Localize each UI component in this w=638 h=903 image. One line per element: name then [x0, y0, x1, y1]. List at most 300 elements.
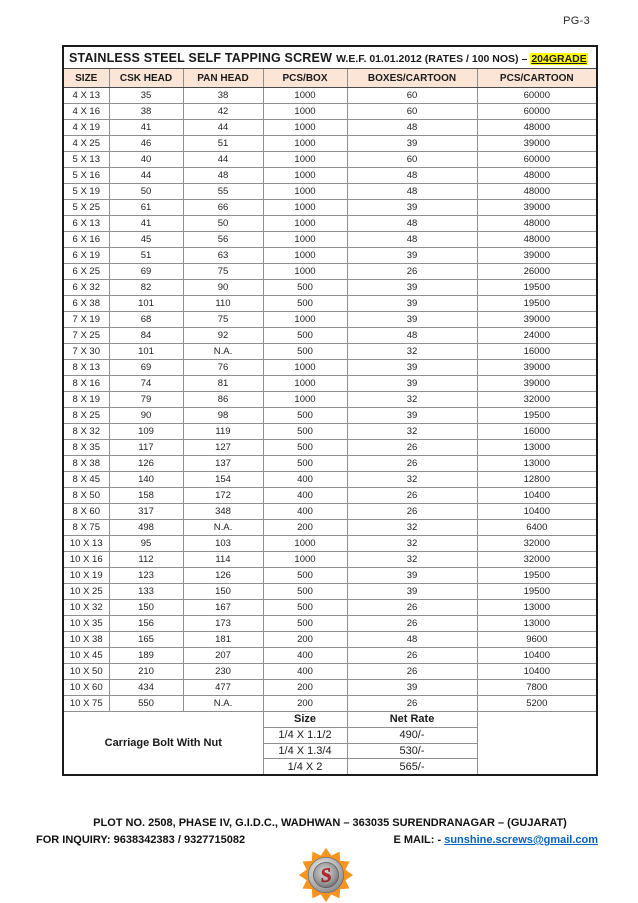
table-row	[63, 392, 597, 408]
table-cell: 8 X 16	[63, 376, 109, 392]
table-row	[63, 696, 597, 712]
table-cell: 123	[109, 568, 183, 584]
table-cell: 40	[109, 152, 183, 168]
table-row	[63, 136, 597, 152]
table-cell: 1000	[263, 552, 347, 568]
table-cell: 75	[183, 264, 263, 280]
table-cell: 63	[183, 248, 263, 264]
table-cell: 10 X 38	[63, 632, 109, 648]
table-cell: 19500	[477, 584, 597, 600]
table-cell: 56	[183, 232, 263, 248]
table-cell: 48000	[477, 216, 597, 232]
table-cell: 48	[347, 328, 477, 344]
email-link[interactable]: sunshine.screws@gmail.com	[444, 834, 598, 846]
table-cell: 1000	[263, 168, 347, 184]
col-header-pan-head: PAN HEAD	[183, 69, 263, 88]
table-cell: 200	[263, 680, 347, 696]
table-cell: 95	[109, 536, 183, 552]
table-cell: 26	[347, 440, 477, 456]
table-cell: 500	[263, 568, 347, 584]
table-cell: 90	[109, 408, 183, 424]
inquiry-phone-numbers: FOR INQUIRY: 9638342383 / 9327715082	[36, 834, 246, 846]
table-row	[63, 680, 597, 696]
table-cell: 1000	[263, 264, 347, 280]
table-cell: 1000	[263, 120, 347, 136]
table-cell: 10 X 19	[63, 568, 109, 584]
table-cell: 156	[109, 616, 183, 632]
table-cell: 26	[347, 488, 477, 504]
table-cell: 74	[109, 376, 183, 392]
table-row	[63, 184, 597, 200]
table-cell: 39000	[477, 248, 597, 264]
table-cell: 200	[263, 632, 347, 648]
table-cell: 1000	[263, 88, 347, 104]
table-cell: 81	[183, 376, 263, 392]
table-cell: 7 X 30	[63, 344, 109, 360]
table-cell: 500	[263, 296, 347, 312]
carriage-header-row	[63, 712, 597, 728]
table-row	[63, 264, 597, 280]
col-header-boxes-cartoon: BOXES/CARTOON	[347, 69, 477, 88]
table-cell: 60	[347, 152, 477, 168]
table-cell: 550	[109, 696, 183, 712]
table-cell: 10 X 60	[63, 680, 109, 696]
table-cell: 32	[347, 344, 477, 360]
table-cell: 39000	[477, 200, 597, 216]
table-row	[63, 216, 597, 232]
table-cell: 32	[347, 520, 477, 536]
table-cell: 19500	[477, 280, 597, 296]
table-cell: 10 X 50	[63, 664, 109, 680]
table-cell: 39	[347, 248, 477, 264]
table-body	[63, 88, 597, 712]
table-cell: 1000	[263, 152, 347, 168]
table-cell: 50	[109, 184, 183, 200]
table-cell: 500	[263, 328, 347, 344]
table-row	[63, 168, 597, 184]
table-cell: 8 X 45	[63, 472, 109, 488]
table-cell: 167	[183, 600, 263, 616]
table-cell: 19500	[477, 296, 597, 312]
table-cell: 1000	[263, 360, 347, 376]
carriage-size-header: Size	[263, 712, 347, 728]
table-cell: 39	[347, 568, 477, 584]
table-cell: 10400	[477, 488, 597, 504]
table-cell: 13000	[477, 440, 597, 456]
carriage-empty-cell	[477, 712, 597, 775]
table-row	[63, 472, 597, 488]
table-cell: 79	[109, 392, 183, 408]
table-cell: 32000	[477, 536, 597, 552]
table-cell: 1000	[263, 184, 347, 200]
table-cell: 500	[263, 440, 347, 456]
carriage-size: 1/4 X 2	[263, 759, 347, 775]
title-main: STAINLESS STEEL SELF TAPPING SCREW	[69, 51, 333, 65]
table-cell: 150	[183, 584, 263, 600]
table-cell: 8 X 75	[63, 520, 109, 536]
sunshine-logo	[298, 847, 354, 903]
table-cell: 6400	[477, 520, 597, 536]
table-cell: 69	[109, 264, 183, 280]
table-cell: 60000	[477, 104, 597, 120]
table-cell: 60	[347, 104, 477, 120]
table-cell: 19500	[477, 568, 597, 584]
table-cell: 348	[183, 504, 263, 520]
table-cell: 32	[347, 472, 477, 488]
table-cell: 6 X 25	[63, 264, 109, 280]
table-cell: 10 X 32	[63, 600, 109, 616]
table-cell: 48	[347, 120, 477, 136]
table-cell: 8 X 25	[63, 408, 109, 424]
table-cell: 13000	[477, 616, 597, 632]
table-cell: 8 X 35	[63, 440, 109, 456]
table-cell: 477	[183, 680, 263, 696]
table-cell: 200	[263, 696, 347, 712]
table-cell: 400	[263, 472, 347, 488]
table-cell: 42	[183, 104, 263, 120]
table-row	[63, 408, 597, 424]
table-cell: 10 X 75	[63, 696, 109, 712]
table-cell: 110	[183, 296, 263, 312]
table-cell: 32000	[477, 392, 597, 408]
col-header-csk-head: CSK HEAD	[109, 69, 183, 88]
table-cell: 92	[183, 328, 263, 344]
table-cell: 26	[347, 600, 477, 616]
col-header-size: SIZE	[63, 69, 109, 88]
table-cell: 12800	[477, 472, 597, 488]
table-cell: 39	[347, 136, 477, 152]
table-cell: 137	[183, 456, 263, 472]
table-cell: 1000	[263, 232, 347, 248]
table-cell: 8 X 13	[63, 360, 109, 376]
table-cell: N.A.	[183, 696, 263, 712]
table-cell: 158	[109, 488, 183, 504]
page-number: PG-3	[563, 15, 590, 27]
table-cell: 173	[183, 616, 263, 632]
table-cell: 101	[109, 296, 183, 312]
table-cell: 172	[183, 488, 263, 504]
table-cell: 117	[109, 440, 183, 456]
table-cell: 6 X 38	[63, 296, 109, 312]
table-cell: N.A.	[183, 344, 263, 360]
table-cell: 39	[347, 680, 477, 696]
table-cell: 60000	[477, 152, 597, 168]
table-cell: 10 X 35	[63, 616, 109, 632]
table-cell: 6 X 16	[63, 232, 109, 248]
table-cell: 48000	[477, 120, 597, 136]
table-cell: 126	[109, 456, 183, 472]
table-cell: 48000	[477, 184, 597, 200]
table-cell: 10 X 25	[63, 584, 109, 600]
table-cell: 32	[347, 552, 477, 568]
table-row	[63, 248, 597, 264]
table-cell: 26	[347, 648, 477, 664]
table-cell: 400	[263, 648, 347, 664]
email-label: E MAIL: -	[393, 834, 442, 846]
carriage-rate: 530/-	[347, 743, 477, 759]
table-cell: 39	[347, 376, 477, 392]
table-cell: 51	[109, 248, 183, 264]
footer-address: PLOT NO. 2508, PHASE IV, G.I.D.C., WADHWAN – 363035 SURENDRANAGAR – (GUJARAT)	[93, 817, 567, 829]
table-row	[63, 312, 597, 328]
table-cell: 26	[347, 504, 477, 520]
table-cell: 154	[183, 472, 263, 488]
table-cell: 26	[347, 264, 477, 280]
table-cell: 126	[183, 568, 263, 584]
carriage-rate-header: Net Rate	[347, 712, 477, 728]
table-cell: 127	[183, 440, 263, 456]
footer-contact-line	[36, 834, 598, 846]
table-cell: 44	[183, 152, 263, 168]
table-cell: 61	[109, 200, 183, 216]
table-cell: 5 X 19	[63, 184, 109, 200]
table-cell: 26	[347, 616, 477, 632]
table-cell: 8 X 38	[63, 456, 109, 472]
table-cell: 4 X 13	[63, 88, 109, 104]
table-cell: 7 X 25	[63, 328, 109, 344]
table-cell: 500	[263, 280, 347, 296]
table-cell: 500	[263, 456, 347, 472]
table-title-row	[63, 46, 597, 69]
table-cell: 55	[183, 184, 263, 200]
table-cell: 39	[347, 408, 477, 424]
table-cell: 39000	[477, 136, 597, 152]
table-cell: 10400	[477, 664, 597, 680]
table-cell: 8 X 19	[63, 392, 109, 408]
table-cell: 1000	[263, 536, 347, 552]
table-cell: 101	[109, 344, 183, 360]
table-cell: 10 X 16	[63, 552, 109, 568]
table-row	[63, 200, 597, 216]
table-cell: 10 X 13	[63, 536, 109, 552]
table-cell: 500	[263, 424, 347, 440]
table-cell: 181	[183, 632, 263, 648]
table-row	[63, 88, 597, 104]
table-cell: 5 X 16	[63, 168, 109, 184]
logo-letter: S	[319, 864, 334, 888]
column-header-row	[63, 69, 597, 88]
table-cell: 86	[183, 392, 263, 408]
carriage-size: 1/4 X 1.3/4	[263, 743, 347, 759]
table-cell: 9600	[477, 632, 597, 648]
table-cell: 109	[109, 424, 183, 440]
table-cell: 114	[183, 552, 263, 568]
table-cell: 1000	[263, 392, 347, 408]
table-cell: 10 X 45	[63, 648, 109, 664]
table-row	[63, 664, 597, 680]
table-row	[63, 424, 597, 440]
table-row	[63, 552, 597, 568]
table-cell: 35	[109, 88, 183, 104]
table-row	[63, 584, 597, 600]
email-block	[393, 834, 598, 846]
table-cell: 69	[109, 360, 183, 376]
table-cell: 434	[109, 680, 183, 696]
table-cell: 48	[347, 168, 477, 184]
table-cell: 500	[263, 408, 347, 424]
table-row	[63, 616, 597, 632]
table-cell: 39000	[477, 376, 597, 392]
table-cell: 500	[263, 600, 347, 616]
table-cell: 48	[347, 216, 477, 232]
table-cell: 32000	[477, 552, 597, 568]
table-cell: 500	[263, 344, 347, 360]
table-cell: 6 X 32	[63, 280, 109, 296]
table-cell: 90	[183, 280, 263, 296]
table-row	[63, 152, 597, 168]
col-header-pcs-box: PCS/BOX	[263, 69, 347, 88]
table-cell: 1000	[263, 104, 347, 120]
table-cell: 39	[347, 280, 477, 296]
table-cell: 98	[183, 408, 263, 424]
table-cell: 38	[183, 88, 263, 104]
carriage-rate: 565/-	[347, 759, 477, 775]
table-row	[63, 344, 597, 360]
title-effective-date: W.E.F. 01.01.2012 (RATES / 100 NOS) –	[336, 53, 528, 65]
table-cell: 13000	[477, 600, 597, 616]
table-cell: 39000	[477, 360, 597, 376]
table-cell: 75	[183, 312, 263, 328]
table-cell: 26000	[477, 264, 597, 280]
table-cell: 39	[347, 360, 477, 376]
table-cell: 38	[109, 104, 183, 120]
table-cell: 48000	[477, 232, 597, 248]
table-row	[63, 376, 597, 392]
table-cell: 400	[263, 664, 347, 680]
table-cell: 44	[109, 168, 183, 184]
carriage-bolt-section	[63, 712, 597, 775]
table-cell: 7800	[477, 680, 597, 696]
table-cell: 82	[109, 280, 183, 296]
table-cell: 1000	[263, 376, 347, 392]
carriage-rate: 490/-	[347, 727, 477, 743]
table-cell: 16000	[477, 344, 597, 360]
table-cell: 26	[347, 664, 477, 680]
table-row	[63, 456, 597, 472]
table-cell: 26	[347, 696, 477, 712]
table-cell: 8 X 60	[63, 504, 109, 520]
grade-highlight: 204GRADE	[531, 53, 587, 65]
table-cell: 1000	[263, 200, 347, 216]
table-cell: 112	[109, 552, 183, 568]
table-cell: 165	[109, 632, 183, 648]
table-cell: 207	[183, 648, 263, 664]
table-cell: 39	[347, 312, 477, 328]
table-cell: 1000	[263, 136, 347, 152]
table-row	[63, 280, 597, 296]
table-cell: 7 X 19	[63, 312, 109, 328]
table-title	[63, 46, 597, 69]
table-cell: 26	[347, 456, 477, 472]
table-row	[63, 520, 597, 536]
table-cell: 8 X 50	[63, 488, 109, 504]
table-cell: 39	[347, 296, 477, 312]
table-cell: 1000	[263, 216, 347, 232]
table-cell: 39000	[477, 312, 597, 328]
table-cell: 5 X 25	[63, 200, 109, 216]
table-cell: 16000	[477, 424, 597, 440]
table-cell: 317	[109, 504, 183, 520]
table-cell: 48	[347, 632, 477, 648]
table-cell: 45	[109, 232, 183, 248]
table-cell: 5200	[477, 696, 597, 712]
table-cell: 5 X 13	[63, 152, 109, 168]
table-cell: 200	[263, 520, 347, 536]
table-cell: 32	[347, 392, 477, 408]
table-row	[63, 104, 597, 120]
table-cell: 32	[347, 424, 477, 440]
col-header-pcs-cartoon: PCS/CARTOON	[477, 69, 597, 88]
table-cell: 41	[109, 216, 183, 232]
table-cell: 210	[109, 664, 183, 680]
table-cell: 41	[109, 120, 183, 136]
table-cell: 1000	[263, 312, 347, 328]
table-cell: 4 X 16	[63, 104, 109, 120]
table-cell: 1000	[263, 248, 347, 264]
table-cell: 6 X 13	[63, 216, 109, 232]
table-cell: 48	[347, 232, 477, 248]
table-cell: 8 X 32	[63, 424, 109, 440]
table-cell: 84	[109, 328, 183, 344]
table-cell: 103	[183, 536, 263, 552]
table-row	[63, 440, 597, 456]
table-cell: 119	[183, 424, 263, 440]
table-cell: 76	[183, 360, 263, 376]
table-cell: 50	[183, 216, 263, 232]
table-cell: 400	[263, 488, 347, 504]
table-cell: 10400	[477, 648, 597, 664]
table-cell: N.A.	[183, 520, 263, 536]
table-cell: 39	[347, 584, 477, 600]
table-row	[63, 504, 597, 520]
table-cell: 51	[183, 136, 263, 152]
table-cell: 133	[109, 584, 183, 600]
table-cell: 230	[183, 664, 263, 680]
carriage-bolt-label: Carriage Bolt With Nut	[63, 712, 263, 775]
table-cell: 6 X 19	[63, 248, 109, 264]
table-row	[63, 360, 597, 376]
table-row	[63, 232, 597, 248]
table-cell: 13000	[477, 456, 597, 472]
table-cell: 24000	[477, 328, 597, 344]
table-row	[63, 648, 597, 664]
table-row	[63, 600, 597, 616]
table-cell: 500	[263, 616, 347, 632]
table-row	[63, 488, 597, 504]
table-cell: 19500	[477, 408, 597, 424]
table-cell: 66	[183, 200, 263, 216]
table-cell: 46	[109, 136, 183, 152]
table-cell: 48	[347, 184, 477, 200]
table-cell: 4 X 19	[63, 120, 109, 136]
table-cell: 498	[109, 520, 183, 536]
table-cell: 68	[109, 312, 183, 328]
carriage-size: 1/4 X 1.1/2	[263, 727, 347, 743]
table-cell: 4 X 25	[63, 136, 109, 152]
table-cell: 189	[109, 648, 183, 664]
table-cell: 400	[263, 504, 347, 520]
table-row	[63, 120, 597, 136]
price-table	[62, 45, 598, 776]
table-cell: 60000	[477, 88, 597, 104]
table-cell: 48000	[477, 168, 597, 184]
table-row	[63, 568, 597, 584]
table-cell: 32	[347, 536, 477, 552]
table-row	[63, 328, 597, 344]
table-row	[63, 536, 597, 552]
table-cell: 60	[347, 88, 477, 104]
table-cell: 500	[263, 584, 347, 600]
